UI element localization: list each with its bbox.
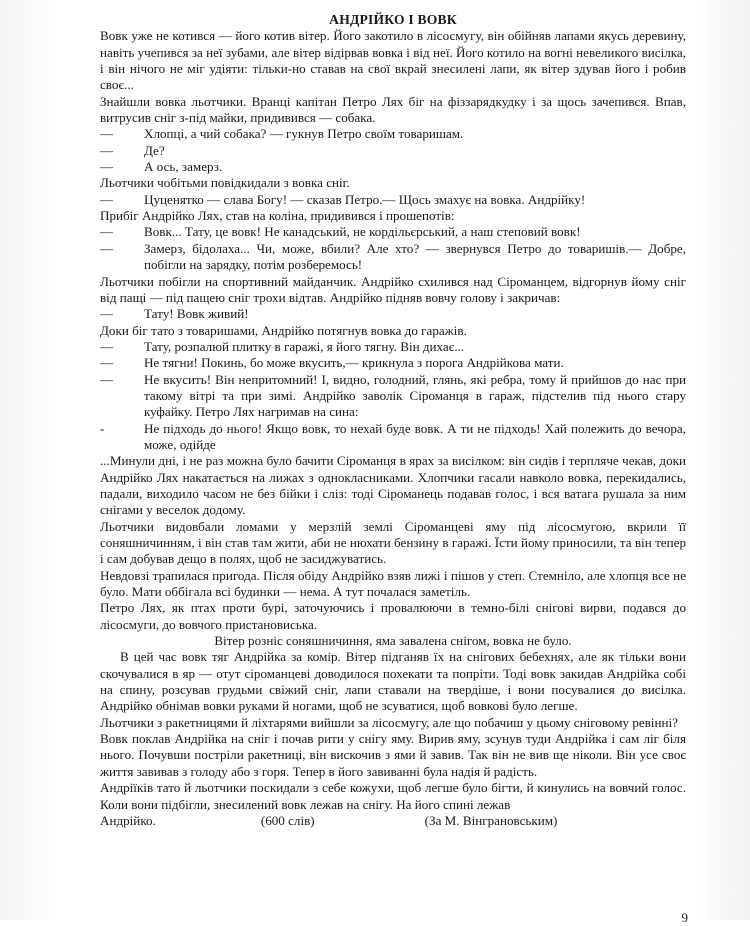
page-number: 9 [681, 910, 688, 925]
paragraph-15: Андріїків тато й льотчики поскидали з себе кожухи, щоб легше було бігти, й кинулись на вовчий голос. Коли вони підбігли, знесилений вовк лежав на снігу. На його спині лежав [100, 780, 686, 812]
paragraph-12: В цей час вовк тяг Андрійка за комір. Вітер підганяв їх на снігових бебехнях, але як тільки вони скочувалися в яр — отут сіроманцеві доводилося похекати та попріти. Тоді вовк закидав Андрійка собі на спину, розсував грудьми свіжий сніг, лапи ставали на твердіше, і вони посувалися до висілка. Андрійко обнімав вовки руками й ногами, щоб не зсуватися, щоб вовкові було легше. [100, 649, 686, 714]
paragraph-8: Льотчики видовбали ломами у мерзлій землі Сіроманцеві яму під лісосмугою, вкрили її соняшничинням, і він став там жити, аби не нюхати бензину в гаражі. Їсти йому приносили, та він тепер і сам добував дещо в полях, щоб не засиджуватись. [100, 518, 686, 567]
dialogue-dash: — [100, 191, 114, 207]
dialogue-line-3 [100, 159, 686, 175]
dialogue-line-9 [100, 355, 686, 371]
dialogue-dash: — [100, 306, 114, 322]
paragraph-10: Петро Лях, як птах проти бурі, заточуючись і провалюючи в темно-білі снігові вирви, подався до лісосмуги, до вовчого пристановиська. [100, 600, 686, 632]
dialogue-text: Не вкусить! Він непритомний! І, видно, голодний, глянь, які ребра, тому й прийшов до нас при такому вітрі та при зимі. Андрійко заволік Сіроманця в гараж, підстелив під нього стару куфайку. Петро Лях нагримав на сина: [144, 371, 686, 420]
dialogue-dash: — [100, 142, 114, 158]
dialogue-text: Тату! Вовк живий! [144, 306, 249, 322]
paragraph-2: Знайшли вовка льотчики. Вранці капітан Петро Лях біг на фіззарядкудку і за щось зачепився. Впав, витрусив сніг з-під майки, придивився — собака. [100, 93, 686, 126]
dialogue-dash: — [100, 355, 114, 371]
paragraph-6: Доки біг тато з товаришами, Андрійко потягнув вовка до гаражів. [100, 322, 467, 338]
closing-line [100, 813, 686, 829]
paragraph-4: Прибіг Андрійко Лях, став на коліна, придивився і прошепотів: [100, 208, 455, 224]
dialogue-text: Цуценятко — слава Богу! — сказав Петро.— Щось змахує на вовка. Андрійку! [144, 191, 586, 207]
author-credit: (За М. Вінграновським) [424, 812, 558, 828]
paragraph-1: Вовк уже не котився — його котив вітер. Його закотило в лісосмугу, він обійняв лапами якусь деревину, навіть учепився за неї зубами, але вітер відірвав вовка і від неї. Його котило на вогні невеликого висілка, і він нічого не міг удіяти: тільки-но ставав на свої вкрай знесилені лапи, як вітер здував його і робив своє... [100, 28, 686, 93]
paragraph-3: Льотчики чобітьми повідкидали з вовка сніг. [100, 175, 350, 191]
dialogue-text: Вовк... Тату, це вовк! Не канадський, не кордільєрський, а наш степовий вовк! [144, 224, 581, 240]
paragraph-5: Льотчики побігли на спортивний майданчик. Андрійко схилився над Сіроманцем, відгорнув йому сніг від пащі — під пащею сніг трохи відтав. Андрійко підняв вовчу голову і закричав: [100, 273, 686, 305]
word-count: (600 слів) [260, 812, 315, 828]
dialogue-text: Не тягни! Покинь, бо може вкусить,— крикнула з порога Андрійкова мати. [144, 355, 564, 371]
dialogue-dash: — [100, 224, 114, 240]
dialogue-text: Замерз, бідолаха... Чи, може, вбили? Але хто? — звернувся Петро до товаришів.— Добре, побігли на зарядку, потім розберемось! [144, 240, 686, 273]
dialogue-line-5 [100, 224, 686, 240]
closing-word: Андрійко. [100, 812, 156, 828]
dialogue-line-6 [100, 241, 686, 274]
paragraph-14: Вовк поклав Андрійка на сніг і почав рити у снігу яму. Вирив яму, зсунув туди Андрійка і сам ліг біля нього. Почувши постріли ракетниці, він вискочив з ями й завив. Так він не вив ще ніколи. Він усе своє життя завивав з голоду або з горя. Тепер в його завиванні була надія й радість. [100, 731, 686, 779]
dialogue-dash: — [100, 338, 114, 354]
dialogue-line-7 [100, 306, 686, 322]
paragraph-7: ...Минули дні, і не раз можна було бачити Сіроманця в ярах за висілком: він сидів і терпляче чекав, доки Андрійко Лях накатається на лижах з однокласниками. Хлопчики гасали навколо вовка, перекидались, падали, виходило часом не без бійки і сліз: тоді Сіроманець подавав голос, і вся ватага рушала за ним снігами у веселок додому. [100, 453, 686, 518]
paragraph-11: Вітер розніс соняшничиння, яма завалена снігом, вовка не було. [214, 633, 572, 649]
dialogue-line-8 [100, 339, 686, 355]
story-text [100, 12, 686, 829]
dialogue-text: Хлопці, а чий собака? — гукнув Петро своїм товаришам. [144, 126, 464, 142]
dialogue-dash: — [100, 371, 114, 387]
story-title: АНДРІЙКО І ВОВК [329, 12, 457, 27]
dialogue-line-10 [100, 372, 686, 421]
dialogue-dash: — [100, 159, 114, 175]
dialogue-line-2 [100, 143, 686, 159]
dialogue-dash: — [100, 240, 114, 256]
dialogue-line-11 [100, 421, 686, 454]
paragraph-9: Невдовзі трапилася пригода. Після обіду Андрійко взяв лижі і пішов у степ. Стемніло, але хлопця все не було. Мати оббігала всі будинки — нема. А тут почалася заметіль. [100, 567, 686, 600]
dialogue-dash: - [100, 420, 105, 436]
dialogue-line-1 [100, 126, 686, 142]
dialogue-dash: — [100, 126, 114, 142]
dialogue-text: А ось, замерз. [144, 159, 223, 175]
dialogue-text: Не підходь до нього! Якщо вовк, то нехай буде вовк. А ти не підходь! Хай полежить до вечора, може, одійде [144, 420, 686, 452]
paragraph-13: Льотчики з ракетницями й ліхтарями вийшли за лісосмугу, але що побачиш у цьому сніговому ревінні? [100, 714, 678, 730]
dialogue-line-4 [100, 192, 686, 208]
dialogue-text: Де? [144, 142, 165, 158]
dialogue-text: Тату, розпалюй плитку в гаражі, я його тягну. Він дихає... [144, 338, 465, 354]
